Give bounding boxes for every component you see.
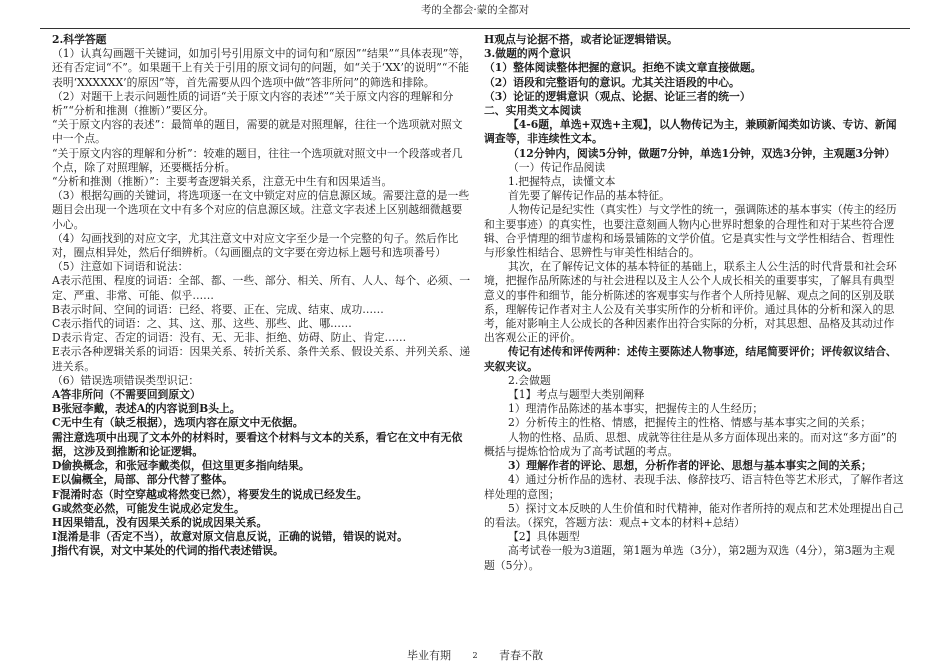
paragraph: 人物的性格、品质、思想、成就等往往是从多方面体现出来的。而对这“多方面”的概括与提炼恰恰成为了高考试题的考点。 <box>484 430 897 458</box>
paragraph: （1）认真勾画题干关键词，如加引号引用原文中的词句和“原因”“结果”“具体表现”等，还有否定词“不”。如果题干上有关于引用的原文词句的问题，如“关于‘XX’的说明”“不能表明‘XXXXXX’的原因”等，首先需要从四个选项中做“答非所问”的筛选和排除。 <box>52 47 470 89</box>
paragraph: （12分钟内，阅读5分钟，做题7分钟，单选1分钟，双选3分钟，主观题3分钟） <box>508 146 896 160</box>
paragraph: （2）对题干上表示问题性质的词语“关于原文内容的表述”“关于原文内容的理解和分析”“分析和推测（推断）”要区分。 <box>52 89 454 118</box>
header-divider <box>40 28 910 29</box>
paragraph: B表示时间、空间的词语：已经、将要、正在、完成、结束、成功…… <box>52 302 384 316</box>
paragraph: 【1】考点与题型大类别阐释 <box>508 388 645 402</box>
paragraph: 1.把握特点，读懂文本 <box>508 175 616 189</box>
paragraph: 需注意选项中出现了文本外的材料时，要看这个材料与文本的关系，看它在文中有无依据，这涉及到推断和论证逻辑。 <box>52 430 463 458</box>
paragraph: （4）勾画找到的对应文字，尤其注意文中对应文字至少是一个完整的句子。然后作比对，圈点相异处，然后仔细辨析。（勾画圈点的文字要在旁边标上题号和选项番号） <box>52 231 459 260</box>
paragraph: F混淆时态（时空穿越或将然变已然），将要发生的说成已经发生。 <box>52 487 368 501</box>
footer-left: 毕业有期 <box>406 649 451 662</box>
paragraph: “关于原文内容的表述”：最简单的题目，需要的就是对照理解，往往一个选项就对照文中一个点。 <box>52 118 463 146</box>
paragraph: J指代有误，对文中某处的代词的指代表述错误。 <box>52 544 284 558</box>
paragraph: 高考试卷一般为3道题，第1题为单选（3分），第2题为双选（4分），第3题为主观题（5分）。 <box>484 544 895 572</box>
paragraph: H观点与论据不搭，或者论证逻辑错误。 <box>484 33 678 46</box>
paragraph: C表示指代的词语：之、其、这、那、这些、那些、此、哪…… <box>52 317 352 331</box>
paragraph: 4）通过分析作品的选材、表现手法、修辞技巧、语言特色等艺术形式，了解作者这样处理的意图； <box>484 473 904 501</box>
paragraph: C无中生有（缺乏根据），选项内容在原文中无依据。 <box>52 416 304 430</box>
paragraph: （6）错误选项错误类型识记： <box>52 373 200 387</box>
paragraph: （1）整体阅读整体把握的意识。拒绝不读文章直接做题。 <box>484 61 762 75</box>
paragraph: 2.会做题 <box>508 373 551 387</box>
paragraph: 其次，在了解传记文体的基本特征的基础上，联系主人公生活的时代背景和社会环境，把握作品所陈述的与社会进程以及主人公个人成长相关的重要事实，了解具有典型意义的事件和细节，能分析陈述的客观事实与作者个人所持见解、观点之间的区别及联系，理解传记作者对主人公及有关事实所作的分析和评价。通过具体的分析和深入的思考，能对影响主人公成长的各种因素作出符合实际的分析，对其思想、品格及其动过作出客观公正的评价。 <box>484 260 897 345</box>
paragraph: “分析和推测（推断）”：主要考查逻辑关系，注意无中生有和因果适当。 <box>52 175 393 189</box>
paragraph: （3）论证的逻辑意识（观点、论据、论证三者的统一） <box>484 89 751 103</box>
paragraph: （5）注意如下词语和说法： <box>52 260 189 274</box>
paragraph: A表示范围、程度的词语：全部、都、一些、部分、相关、所有、人人、每个、必须、一定、严重、非常、可能、似乎…… <box>52 274 471 302</box>
paragraph: D表示肯定、否定的词语：没有、无、无非、拒绝、妨碍、防止、肯定…… <box>52 331 407 345</box>
paragraph: G或然变必然，可能发生说成必定发生。 <box>52 501 245 515</box>
paragraph: 二、实用类文本阅读 <box>484 104 582 118</box>
footer-right: 青春不散 <box>499 649 544 662</box>
paragraph: E表示各种逻辑关系的词语：因果关系、转折关系、条件关系、假设关系、并列关系、递进关系。 <box>52 345 471 373</box>
paragraph: （2）语段和完整语句的意识。尤其关注语段的中心。 <box>484 75 740 89</box>
page-footer <box>0 647 950 663</box>
paragraph: 人物传记是纪实性（真实性）与文学性的统一，强调陈述的基本事实（传主的经历和主要事迹）的真实性，也要注意刻画人物内心世界时想象的合理性和对于某些符合逻辑、合乎情理的细节虚构和场景铺陈的文学价值。它是真实性与文学性相结合、哲理性与形象性相结合、思辨性与审美性相结合的。 <box>484 203 897 260</box>
paragraph: H因果错乱，没有因果关系的说成因果关系。 <box>52 515 268 529</box>
paragraph: 2）分析传主的性格、情感，把握传主的性格、情感与基本事实之间的关系； <box>508 416 872 430</box>
header-title: 考的全都会·蒙的全都对 <box>420 4 530 16</box>
paragraph: A答非所问（不需要回到原文） <box>52 388 201 402</box>
paragraph: 1）理清作品陈述的基本事实，把握传主的人生经历； <box>508 402 764 416</box>
paragraph: 3）理解作者的评论、思想，分析作者的评论、思想与基本事实之间的关系； <box>508 459 872 473</box>
paragraph: （一）传记作品阅读 <box>508 160 606 174</box>
paragraph: （3）根据勾画的关键词，将选项逐一在文中锁定对应的信息源区域。需要注意的是一些题目会出现一个选项在文中有多个对应的信息源区域。注意文字表述上区别越细微越要小心。 <box>52 189 470 231</box>
paragraph: “关于原文内容的理解和分析”：较难的题目，往往一个选项就对照文中一个段落或者几个点，除了对照理解，还要概括分析。 <box>52 146 463 174</box>
paragraph: E以偏概全，局部、部分代替了整体。 <box>52 473 233 487</box>
paragraph: 【2】具体题型 <box>508 530 580 544</box>
paragraph: D偷换概念，和张冠李戴类似，但这里更多指向结果。 <box>52 459 310 473</box>
right-column <box>484 33 904 573</box>
paragraph: 【4-6题，单选+双选+主观】，以人物传记为主，兼顾新闻类如访谈、专访、新闻调查等，非连续性文本。 <box>484 118 897 146</box>
paragraph: 2.科学答题 <box>52 33 107 46</box>
left-column <box>52 33 472 559</box>
paragraph: 3.做题的两个意识 <box>484 47 571 61</box>
paragraph: 传记有述传和评传两种：述传主要陈述人物事迹，结尾简要评价；评传叙议结合、夹叙夹议。 <box>484 345 897 373</box>
page-header <box>0 0 950 17</box>
paragraph: I混淆是非（否定不当），故意对原文信息反说，正确的说错，错误的说对。 <box>52 530 408 544</box>
paragraph: B张冠李戴，表述A的内容说到B头上。 <box>52 402 241 416</box>
page-number: 2 <box>472 651 478 660</box>
paragraph: 首先要了解传记作品的基本特征。 <box>508 189 670 203</box>
paragraph: 5）探讨文本反映的人生价值和时代精神，能对作者所持的观点和艺术处理提出自己的看法。（探究，答题方法：观点+文本的材料+总结） <box>484 501 904 529</box>
